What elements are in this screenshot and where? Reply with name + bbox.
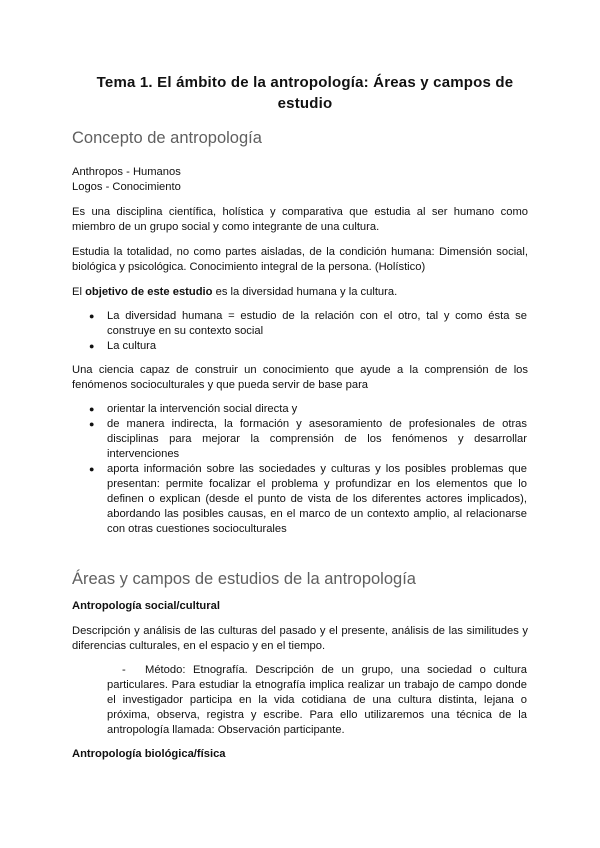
paragraph-science: Una ciencia capaz de construir un conocimiento que ayude a la comprensión de los fenómenos socioculturales y que pueda servir de base para <box>72 364 528 391</box>
list-item: La cultura <box>107 340 157 352</box>
etymology-line-2: Logos - Conocimiento <box>72 181 181 193</box>
etymology-line-1: Anthropos - Humanos <box>72 166 181 178</box>
section-heading-concepto: Concepto de antropología <box>72 129 262 147</box>
paragraph-totality: Estudia la totalidad, no como partes aisladas, de la condición humana: Dimensión social, biológica y psicológica. Conocimiento integral de la persona. (Holístico) <box>72 246 528 273</box>
bullet-marker: ● <box>89 404 95 414</box>
bullet-marker: ● <box>89 419 95 429</box>
paragraph-definition: Es una disciplina científica, holística y comparativa que estudia al ser humano como miembro de un grupo social y como integrante de una cultura. <box>72 206 528 233</box>
list-item-method: Método: Etnografía. Descripción de un grupo, una sociedad o cultura particulares. Para estudiar la etnografía implica realizar un trabajo de campo donde el investigador participa en la vida cotidiana de una cultura distinta, lejana o próxima, observa, registra y escribe. Para ello utilizaremos una técnica de la antropología llamada: Observación participante. <box>107 664 527 736</box>
list-item: de manera indirecta, la formación y asesoramiento de profesionales de otras disciplinas para mejorar la comprensión de los fenómenos y desarrollar intervenciones <box>107 418 527 460</box>
bullet-marker: ● <box>89 464 95 474</box>
subheading-social-cultural: Antropología social/cultural <box>72 600 220 612</box>
objective-bold: objetivo de este estudio <box>85 286 213 298</box>
paragraph-objective <box>72 285 528 300</box>
list-item: aporta información sobre las sociedades y culturas y los posibles problemas que presentan: permite focalizar el problema y profundizar en los elementos que lo definen o explican (desde el punto de vista de los diferentes actores implicados), abordando las posibles causas, en el marco de un contexto amplio, al relacionarse con otras cuestiones socioculturales <box>107 463 527 535</box>
list-item: orientar la intervención social directa y <box>107 403 298 415</box>
subheading-biological-physical: Antropología biológica/física <box>72 748 226 760</box>
paragraph-description: Descripción y análisis de las culturas del pasado y el presente, análisis de las similitudes y diferencias culturales, en el espacio y en el tiempo. <box>72 625 528 652</box>
dash-marker: - <box>122 664 126 676</box>
bullet-marker: ● <box>89 311 95 321</box>
section-heading-areas: Áreas y campos de estudios de la antropología <box>72 570 416 588</box>
objective-prefix: El <box>72 286 86 298</box>
document-title: Tema 1. El ámbito de la antropología: Áreas y campos de estudio <box>96 74 514 112</box>
objective-suffix: es la diversidad humana y la cultura. <box>212 286 398 298</box>
list-item: La diversidad humana = estudio de la relación con el otro, tal y como ésta se construye en su contexto social <box>107 310 527 337</box>
bullet-marker: ● <box>89 341 95 351</box>
